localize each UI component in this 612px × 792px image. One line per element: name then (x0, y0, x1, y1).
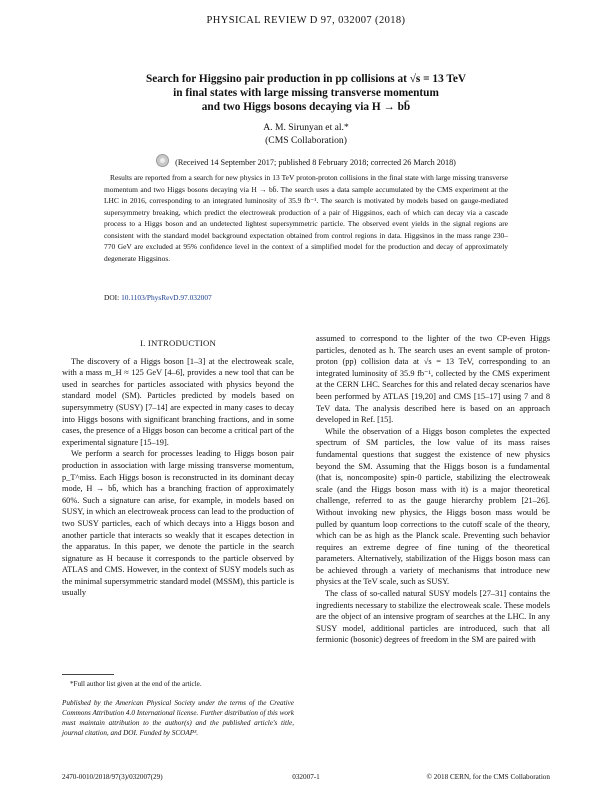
intro-paragraph-3: assumed to correspond to the lighter of the two CP-even Higgs particles, denoted as h. The search uses an event sample of proton-proton (pp) collision data at √s = 13 TeV, corresponding to an integrated luminosity of 35.9 fb⁻¹, collected by the CMS experiment at the CERN LHC. Searches for this and related decay scenarios have been performed by ATLAS [19,20] and CMS [15–17] using 7 and 8 TeV data. The analysis described here is based on an approach developed in Ref. [15]. (316, 334, 550, 425)
section-heading: I. INTRODUCTION (140, 338, 216, 348)
doi-label: DOI: (104, 293, 120, 302)
intro-paragraph-5: The class of so-called natural SUSY models [27–31] contains the ingredients necessary to stabilize the electroweak scale. These models are the object of an intensive program of searches at the LHC. In any SUSY model, additional particles are introduced, such that all fermionic (bosonic) degrees of freedom in the SM are paired with (316, 589, 550, 645)
right-column (316, 333, 550, 646)
footer-page-number: 032007-1 (292, 773, 320, 781)
journal-header: PHYSICAL REVIEW D 97, 032007 (2018) (206, 15, 406, 26)
authors[interactable]: A. M. Sirunyan et al.* (263, 122, 349, 133)
crossmark-icon[interactable] (156, 154, 169, 167)
left-column (62, 334, 294, 599)
received-dates (60, 154, 552, 167)
footer-copyright: © 2018 CERN, for the CMS Collaboration (426, 773, 550, 781)
received-text: (Received 14 September 2017; published 8 February 2018; corrected 26 March 2018) (175, 158, 456, 167)
title-line-3: and two Higgs bosons decaying via H → bb̄ (201, 101, 411, 113)
doi-line (104, 293, 212, 302)
license-notice: Published by the American Physical Society under the terms of the Creative Commons Attribution 4.0 International license. Further distribution of this work must maintain attribution to the author(s) and the published article's title, journal citation, and DOI. Funded by SCOAP³. (62, 699, 294, 737)
title-line-1: Search for Higgsino pair production in pp collisions at √s = 13 TeV (145, 73, 467, 85)
footer-issn: 2470-0010/2018/97(3)/032007(29) (62, 773, 163, 781)
article-title (100, 72, 512, 114)
intro-paragraph-2: We perform a search for processes leading to Higgs boson pair production in association with large missing transverse momentum, p_T^miss. Each Higgs boson is reconstructed in its dominant decay mode, H → bb̄, which has a branching fraction of approximately 60%. Such a signature can arise, for example, in models based on SUSY, in which an electroweak process can lead to the production of two SUSY particles, each of which decays into a Higgs boson and another particle that interacts so weakly that it escapes detection in the apparatus. In this paper, we denote the particle in the search signature as H because it corresponds to the particle observed by ATLAS and CMS. However, in the context of SUSY models such as the minimal supersymmetric standard model (MSSM), this particle is usually (62, 449, 294, 598)
author-footnote: *Full author list given at the end of the article. (70, 680, 202, 688)
doi-link[interactable]: 10.1103/PhysRevD.97.032007 (121, 293, 212, 302)
author-block (0, 121, 612, 147)
footnote-rule (62, 674, 114, 675)
title-line-2: in final states with large missing transverse momentum (173, 87, 439, 99)
intro-paragraph-1: The discovery of a Higgs boson [1–3] at the electroweak scale, with a mass m_H ≈ 125 GeV [4–6], provides a new tool that can be used in searches for particles associated with physics beyond the standard model (SM). Particles predicted by models based on supersymmetry (SUSY) [7–14] are expected in many cases to decay into Higgs bosons with significant branching fractions, and in some cases, the presence of a Higgs boson can become a critical part of the experimental signature [15–19]. (62, 356, 294, 447)
abstract: Results are reported from a search for new physics in 13 TeV proton-proton collisions in the final state with large missing transverse momentum and two Higgs bosons decaying via H → bb̄. The search uses a data sample accumulated by the CMS experiment at the LHC in 2016, corresponding to an integrated luminosity of 35.9 fb⁻¹. The search is motivated by models based on gauge-mediated supersymmetry breaking, which predict the electroweak production of a pair of Higgsinos, each of which can decay via a cascade process to a Higgs boson and an undetected lightest supersymmetric particle. The observed event yields in the signal regions are consistent with the standard model background expectation obtained from control regions in data. Higgsinos in the mass range 230–770 GeV are excluded at 95% confidence level in the context of a simplified model for the production and decay of approximately degenerate Higgsinos. (104, 173, 508, 263)
intro-paragraph-4: While the observation of a Higgs boson completes the expected spectrum of SM particles, the low value of its mass raises fundamental questions that suggest the existence of new physics beyond the SM. Assuming that the Higgs boson is a fundamental (that is, noncomposite) spin-0 particle, stabilizing the electroweak scale (and the Higgs boson mass with it) is a major theoretical challenge, referred to as the gauge hierarchy problem [21–26]. Without invoking new physics, the Higgs boson mass would be pulled by quantum loop corrections to the cutoff scale of the theory, which can be as high as the Planck scale. Preventing such behavior requires an extreme degree of fine tuning of the theoretical parameters. Alternatively, stabilization of the Higgs boson mass can be achieved through a variety of mechanisms that introduce new physics at the TeV scale, such as SUSY. (316, 426, 550, 587)
collaboration: (CMS Collaboration) (265, 135, 347, 146)
